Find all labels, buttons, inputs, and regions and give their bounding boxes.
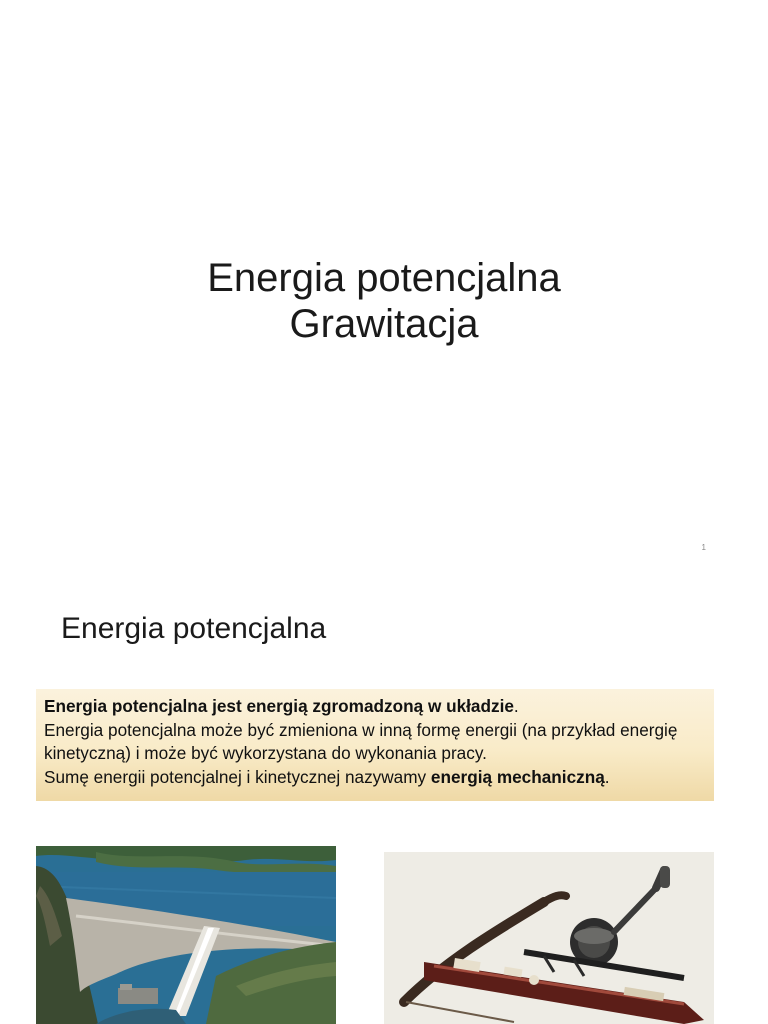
definition-bold: Energia potencjalna jest energią zgromadzoną w układzie (44, 696, 514, 716)
definition-line-3 (44, 766, 706, 790)
definition-line-1 (44, 695, 706, 719)
crossbow-photo (384, 852, 714, 1024)
definition-line-2: Energia potencjalna może być zmieniona w inną formę energii (na przykład energię kinetyczną) i może być wykorzystana do wykonania pracy. (44, 719, 678, 763)
definition-box (36, 689, 714, 801)
title-line-2: Grawitacja (289, 302, 479, 346)
definition-period: . (513, 696, 519, 716)
mechanical-energy-term: energią mechaniczną (430, 766, 605, 787)
definition-line-3-end: . (604, 766, 610, 787)
definition-line-3-start: Sumę energii potencjalnej i kinetycznej nazywamy (44, 766, 431, 787)
slide-title (0, 255, 768, 347)
title-line-1: Energia potencjalna (207, 256, 561, 300)
content-slide (0, 576, 768, 1024)
dam-photo (36, 846, 336, 1024)
slide-heading: Energia potencjalna (61, 612, 327, 645)
slide-number: 1 (701, 543, 706, 552)
